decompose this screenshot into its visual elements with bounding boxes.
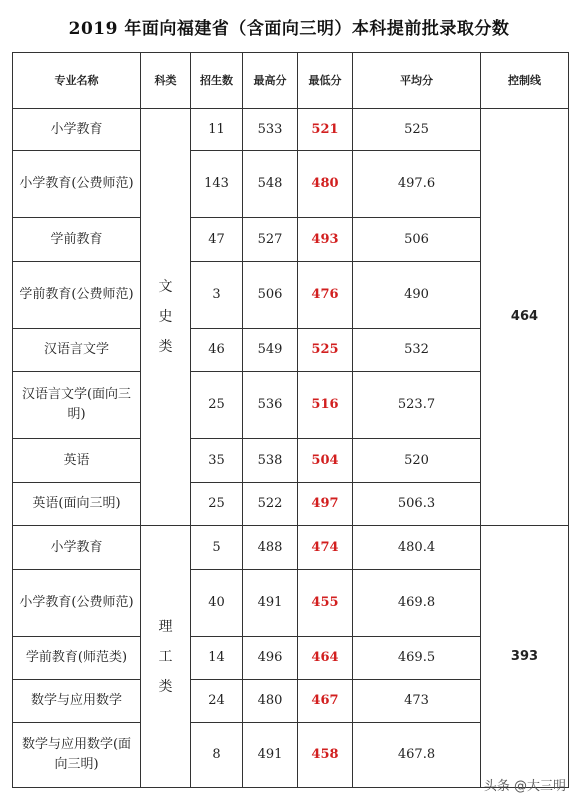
cell-min-score: 504: [298, 439, 353, 483]
cell-major: 小学教育(公费师范): [13, 151, 141, 218]
cell-max-score: 527: [243, 218, 298, 262]
header-enrollment: 招生数: [191, 53, 243, 109]
cell-major: 小学教育: [13, 526, 141, 570]
cell-major: 汉语言文学(面向三明): [13, 372, 141, 439]
cell-avg-score: 506: [353, 218, 481, 262]
cell-enrollment: 8: [191, 723, 243, 788]
cell-max-score: 538: [243, 439, 298, 483]
cell-avg-score: 525: [353, 109, 481, 151]
cell-max-score: 488: [243, 526, 298, 570]
cell-max-score: 491: [243, 570, 298, 637]
cell-max-score: 522: [243, 483, 298, 526]
header-min-score: 最低分: [298, 53, 353, 109]
cell-major: 英语(面向三明): [13, 483, 141, 526]
table-row: [13, 526, 569, 570]
cell-avg-score: 473: [353, 680, 481, 723]
cell-enrollment: 35: [191, 439, 243, 483]
page-title: 2019 年面向福建省（含面向三明）本科提前批录取分数: [68, 19, 510, 39]
cell-avg-score: 469.8: [353, 570, 481, 637]
cell-enrollment: 47: [191, 218, 243, 262]
cell-avg-score: 520: [353, 439, 481, 483]
cell-max-score: 549: [243, 329, 298, 372]
header-category: 科类: [141, 53, 191, 109]
cell-major: 数学与应用数学: [13, 680, 141, 723]
cell-avg-score: 506.3: [353, 483, 481, 526]
cell-major: 英语: [13, 439, 141, 483]
cell-category: 文 史 类: [141, 109, 191, 526]
cell-major: 学前教育(师范类): [13, 637, 141, 680]
cell-max-score: 491: [243, 723, 298, 788]
cell-avg-score: 523.7: [353, 372, 481, 439]
cell-min-score: 458: [298, 723, 353, 788]
cell-enrollment: 40: [191, 570, 243, 637]
cell-enrollment: 11: [191, 109, 243, 151]
cell-min-score: 467: [298, 680, 353, 723]
cell-min-score: 464: [298, 637, 353, 680]
cell-enrollment: 143: [191, 151, 243, 218]
cell-enrollment: 24: [191, 680, 243, 723]
cell-control-line: 393: [481, 526, 569, 788]
cell-avg-score: 490: [353, 262, 481, 329]
admission-score-table: [12, 52, 569, 788]
cell-max-score: 533: [243, 109, 298, 151]
cell-min-score: 480: [298, 151, 353, 218]
cell-min-score: 493: [298, 218, 353, 262]
cell-max-score: 506: [243, 262, 298, 329]
table-header-row: [13, 53, 569, 109]
cell-min-score: 516: [298, 372, 353, 439]
cell-avg-score: 497.6: [353, 151, 481, 218]
cell-major: 学前教育: [13, 218, 141, 262]
cell-enrollment: 3: [191, 262, 243, 329]
cell-major: 小学教育(公费师范): [13, 570, 141, 637]
cell-min-score: 521: [298, 109, 353, 151]
cell-max-score: 536: [243, 372, 298, 439]
header-major: 专业名称: [13, 53, 141, 109]
header-avg-score: 平均分: [353, 53, 481, 109]
cell-min-score: 476: [298, 262, 353, 329]
cell-avg-score: 469.5: [353, 637, 481, 680]
cell-avg-score: 467.8: [353, 723, 481, 788]
cell-enrollment: 25: [191, 483, 243, 526]
cell-max-score: 496: [243, 637, 298, 680]
table-row: [13, 109, 569, 151]
cell-min-score: 497: [298, 483, 353, 526]
cell-major: 学前教育(公费师范): [13, 262, 141, 329]
cell-max-score: 548: [243, 151, 298, 218]
cell-category: 理 工 类: [141, 526, 191, 788]
header-control-line: 控制线: [481, 53, 569, 109]
header-max-score: 最高分: [243, 53, 298, 109]
cell-avg-score: 532: [353, 329, 481, 372]
table-body: [13, 109, 569, 788]
cell-enrollment: 5: [191, 526, 243, 570]
cell-major: 汉语言文学: [13, 329, 141, 372]
cell-major: 小学教育: [13, 109, 141, 151]
watermark: 头条 @大三明: [483, 779, 566, 794]
cell-max-score: 480: [243, 680, 298, 723]
cell-enrollment: 14: [191, 637, 243, 680]
cell-enrollment: 25: [191, 372, 243, 439]
cell-control-line: 464: [481, 109, 569, 526]
cell-major: 数学与应用数学(面向三明): [13, 723, 141, 788]
cell-min-score: 525: [298, 329, 353, 372]
cell-avg-score: 480.4: [353, 526, 481, 570]
cell-min-score: 474: [298, 526, 353, 570]
cell-enrollment: 46: [191, 329, 243, 372]
cell-min-score: 455: [298, 570, 353, 637]
